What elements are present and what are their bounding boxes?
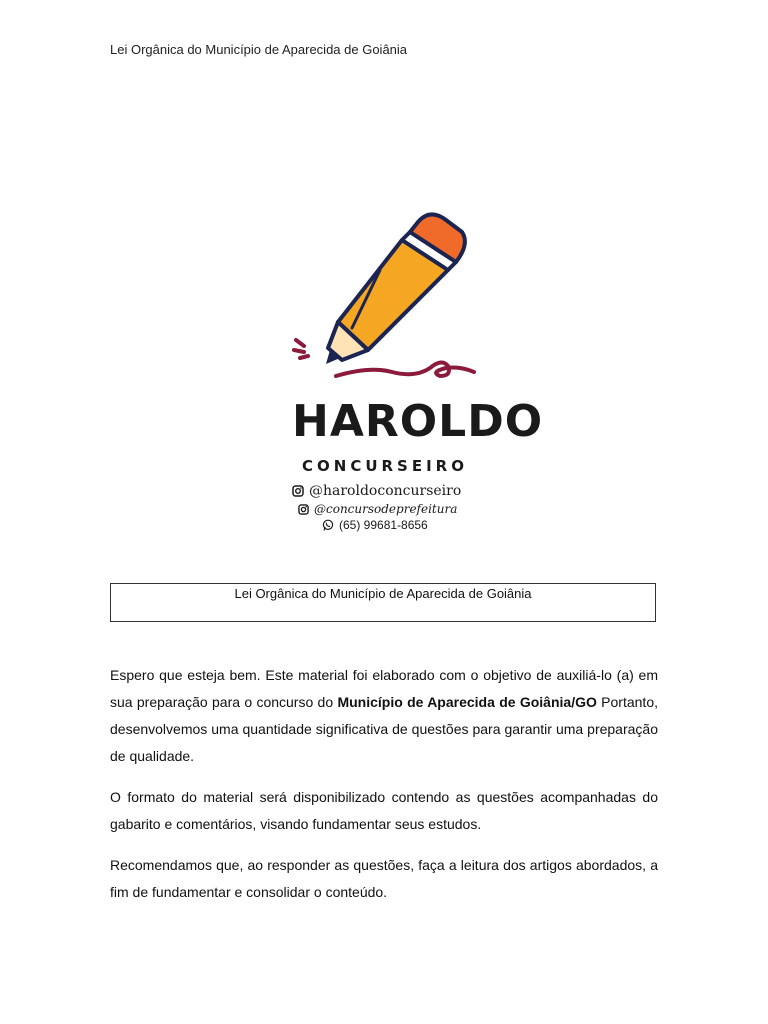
intro-text: [110, 662, 658, 920]
intro-paragraph-1-start: Espero que esteja bem. Este material foi elaborado com o objetivo de auxiliá-lo (a) em sua preparação para o concurso do: [110, 667, 658, 710]
whatsapp-number-text: (65) 99681-8656: [339, 518, 428, 532]
intro-paragraph-1-end: Portanto, desenvolvemos uma quantidade significativa de questões para garantir uma preparação de qualidade.: [110, 694, 658, 764]
instagram-handle-2: [298, 502, 457, 516]
instagram-icon: [292, 485, 304, 497]
haroldo-concurseiro-logo: [280, 200, 544, 540]
instagram-icon: [298, 504, 309, 515]
instagram-handle-1: [292, 483, 461, 499]
running-header: Lei Orgânica do Município de Aparecida de Goiânia: [110, 42, 408, 57]
document-title-box: [110, 583, 656, 622]
whatsapp-icon: [322, 519, 334, 531]
intro-paragraph-1: [110, 662, 658, 770]
municipality-name: Município de Aparecida de Goiânia/GO: [337, 694, 597, 710]
intro-paragraph-2: O formato do material será disponibilizado contendo as questões acompanhadas do gabarito e comentários, visando fundamentar seus estudos.: [110, 789, 658, 832]
instagram-handle-2-text: @concursodeprefeitura: [314, 502, 458, 516]
intro-paragraph-3: Recomendamos que, ao responder as questões, faça a leitura dos artigos abordados, a fim de fundamentar e consolidar o conteúdo.: [110, 857, 658, 900]
instagram-handle-1-text: @haroldoconcurseiro: [309, 483, 462, 499]
brand-subtitle: CONCURSEIRO: [302, 457, 468, 475]
whatsapp-number: [322, 518, 428, 532]
document-title: Lei Orgânica do Município de Aparecida de Goiânia: [234, 586, 532, 601]
pencil-icon: [280, 200, 490, 390]
brand-name: HAROLDO: [292, 396, 544, 447]
